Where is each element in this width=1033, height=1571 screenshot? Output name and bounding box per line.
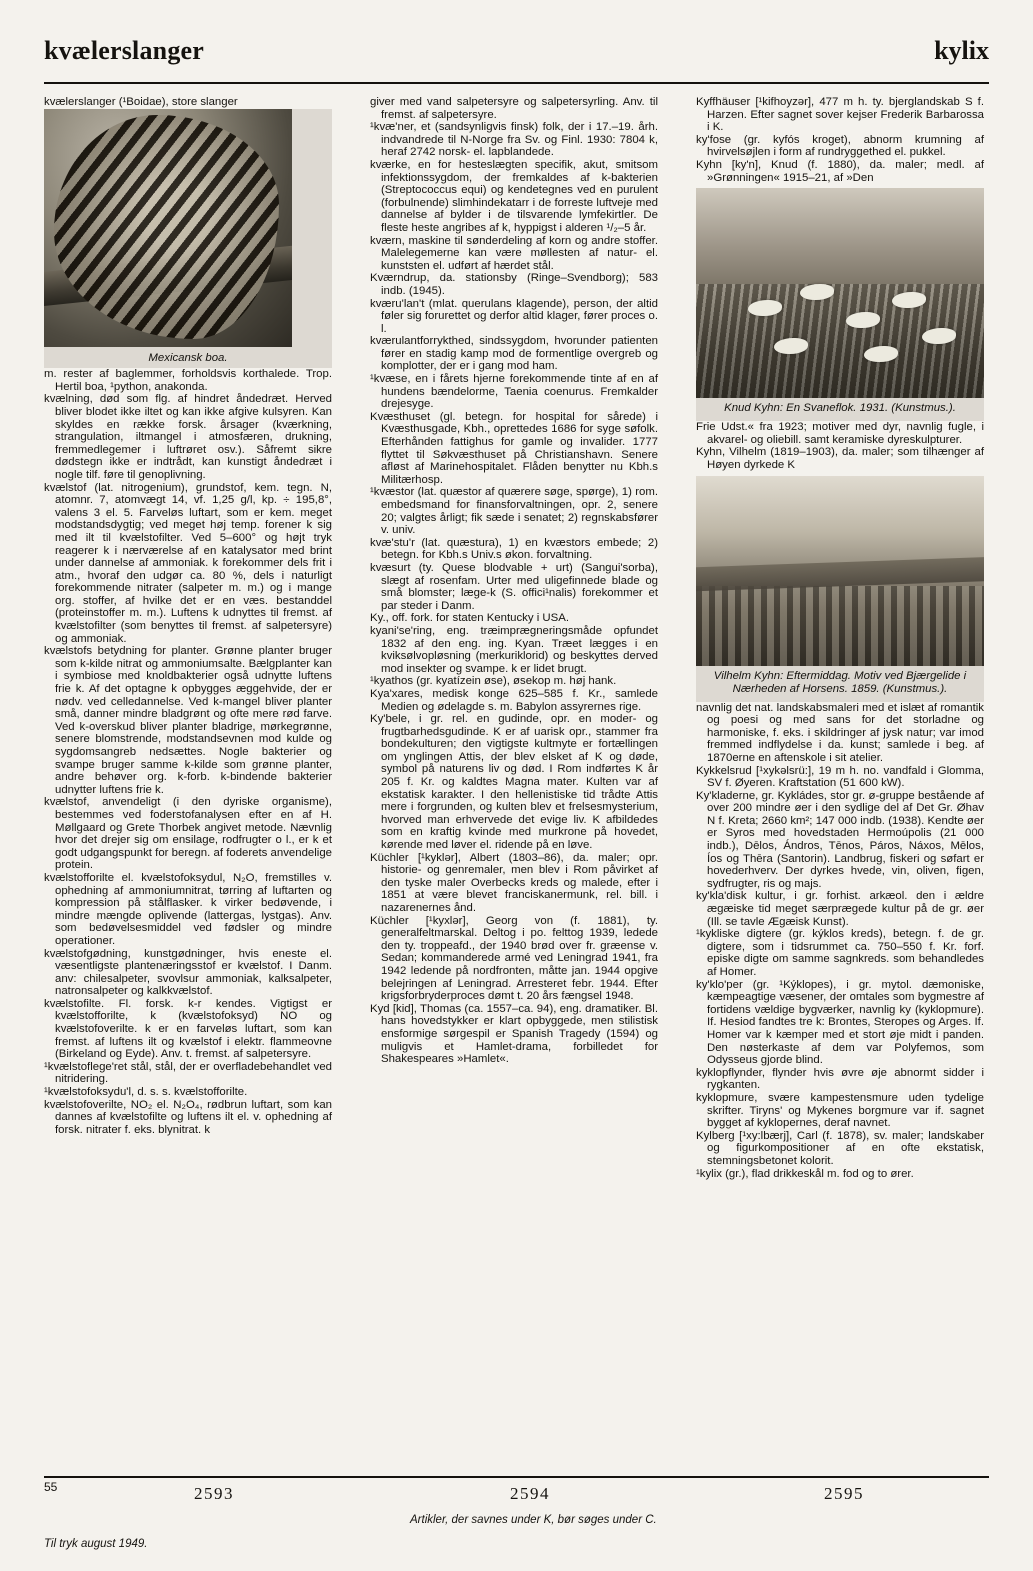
entry: ¹kvæ'ner, et (sandsynligvis finsk) folk, der i 17.–19. årh. indvandrede til N-Norge fra Sv. og Finl. 1930: 7804 k, heraf 2742 norsk- el. lapblandede.	[370, 121, 658, 159]
column-3	[696, 96, 984, 1466]
volume-number: 55	[44, 1480, 58, 1494]
entry: kvælstofforilte el. kvælstofoksydul, N₂O, fremstilles v. ophedning af ammoniumnitrat, tørring af luftarten og kompression på stålflasker. k virker bedøvende, i mindre mængde oplivende (lattergas, lystgas). Anv. som bedøvelsesmiddel ved fødsler og mindre operationer.	[44, 871, 332, 947]
column-1	[44, 96, 332, 1466]
page-header	[44, 36, 989, 84]
entry: kyklopmure, svære kampestensmure uden tydelige skrifter. Tiryns' og Mykenes borgmure var if. sagnet bygget af kyklopernes, deraf navnet.	[696, 1091, 984, 1130]
entry: kvæ'stu'r (lat. quæstura), 1) en kvæstors embede; 2) betegn. for Kbh.s Univ.s økon. forvaltning.	[370, 536, 658, 562]
entry: giver med vand salpetersyre og salpetersyrling. Anv. til fremst. af salpetersyre.	[370, 96, 658, 121]
swan-shape	[864, 346, 898, 362]
entry: kyklopflynder, flynder hvis øvre øje abnormt sidder i rygkanten.	[696, 1066, 984, 1092]
page-number-center: 2594	[510, 1484, 550, 1503]
entry: Kværndrup, da. stationsby (Ringe–Svendborg); 583 indb. (1945).	[370, 272, 658, 297]
columns-container	[44, 96, 991, 1466]
entry: ky'klo'per (gr. ¹Kýklopes), i gr. mytol. dæmoniske, kæmpeagtige væsener, der omtales som bygmestre af fortidens vældige bygværker, navnlig ky (kyklopmure). If. Hesiod fandtes tre k: Brontes, Steropes og Arges. If. Homer var k kæmper med et stort øje midt i panden. Den nøsterkaste af dem var Polyfemos, som Odysseus gjorde blind.	[696, 978, 984, 1067]
entry: Ky'bele, i gr. rel. en gudinde, opr. en moder- og frugtbarhedsgudinde. K er af uarisk opr., stammer fra bondekulturen; den vigtigste kultmyte er fortællingen om ynglingen Attis, der blev elsket af K og døde, symbol på naturens liv og død. I Rom indførtes K år 205 f. Kr. og kaldtes Magna mater. Kulten var af ekstatisk karakter. I den hellenistiske tid trådte Attis mere i forgrunden, og kulten blev et frelsesmysterium, hvorved man erhvervede det evige liv. K afbildedes som en kraftig kvinde med murkrone på hovedet, kørende med løver el. ridende på en løve.	[370, 713, 658, 852]
swan-shape	[774, 338, 808, 354]
running-head-right: kylix	[934, 36, 989, 65]
figure-caption: Mexicansk boa.	[148, 351, 228, 364]
page-footer	[44, 1476, 989, 1548]
entry: kvælning, død som flg. af hindret åndedræt. Herved bliver blodet ikke iltet og kan ikke afgive kulsyren. Kan skyldes en række forsk. årsager (kværkning, strangulation, iltmangel i atmosfæren, drukning, fremmedlegemer i luftrøret osv.). Såfremt sikre dødstegn ikke er indtrådt, kan kunstigt åndedræt i nogle tilf. føre til genoplivning.	[44, 393, 332, 481]
entry: Kya'xares, medisk konge 625–585 f. Kr., samlede Medien og ødelagde s. m. Babylon assyrernes rige.	[370, 687, 658, 713]
swan-shape	[748, 300, 782, 316]
entry: Frie Udst.« fra 1923; motiver med dyr, navnlig fugle, i akvarel- og oliebill. samt keramiske dyreskulpturer.	[696, 421, 984, 446]
entry: kværke, en for hesteslægten specifik, akut, smitsom infektionssygdom, der fremkaldes af k-bakterien (Streptococcus equi) og kendetegnes ved en purulent (forbulnende) slimhindekatarr i de forreste luftveje med dannelse af bylder i de tilsvarende lymfekirtler. De fleste heste angribes af k, hyppigst i alderen ¹/₂–5 år.	[370, 158, 658, 234]
entry: ky'kla'disk kultur, i gr. forhist. arkæol. den i ældre ægæiske tid meget særprægede kultur på de gr. øer (Ill. se tavle Ægæisk Kunst).	[696, 890, 984, 928]
entry: ¹kvælstoflege'ret stål, stål, der er overfladebehandlet ved nitridering.	[44, 1060, 332, 1086]
entry: kvælstof, anvendeligt (i den dyriske organisme), bestemmes ved foderstofanalysen efter en af H. Møllgaard og Grete Thorbek angivet metode. Nævnlig hvor det drejer sig om ensilage, rodfrugter o l., er k et godt udgangspunkt for beregn. af foderets anvendelige protein.	[44, 796, 332, 872]
boa-photo	[44, 109, 292, 347]
entry: kvælstofs betydning for planter. Grønne planter bruger som k-kilde nitrat og ammoniumsalte. Bælgplanter kan i symbiose med knoldbakterier også udnytte luftens frie k. Af det optagne k opbygges æggehvide, der er nødv. ved celledannelse. Ved k-mangel bliver planter små, danner mindre bladgrønt og ofte mere rød farve. Ved k-overskud bliver planter bladrige, mørkegrønne, senere blomstrende, modstandsevnen mod kulde og sygdomsangreb nedsættes. Nogle bakterier og svampe bruger samme k-kilde som grønne planter, andre behøver org. k-forb. k-bindende bakterier udnytter luftens frie k.	[44, 645, 332, 796]
entry: kyani'se'ring, eng. træimprægneringsmåde opfundet 1832 af den eng. ing. Kyan. Træet lægges i en kviksølvopløsning (merkuriklorid) og beskyttes derved mod insekter og svampe. k er lidet brugt.	[370, 624, 658, 675]
figure-knud-kyhn	[696, 188, 984, 421]
entry: ky'fose (gr. kyfós kroget), abnorm krumning af hvirvelsøjlen i form af rundryggethed el. pukkel.	[696, 133, 984, 159]
entry: kværulantforrykthed, sindssygdom, hvorunder patienten fører en stadig kamp mod de formentlige overgreb og komplotter, der er i gang mod ham.	[370, 335, 658, 373]
entry: Kykkelsrud [¹xykəlsrü:], 19 m h. no. vandfald i Glomma, SV f. Øyeren. Kraftstation (51 600 kW).	[696, 764, 984, 790]
figure-mexicansk-boa	[44, 109, 332, 369]
entry: ¹kvælstofoksydu'l, d. s. s. kvælstofforilte.	[44, 1086, 248, 1099]
swan-shape	[800, 284, 834, 300]
entry: kværn, maskine til sønderdeling af korn og andre stoffer. Malelegemerne kan være møllesten af natur- el. kunststen el. udført af hærdet stål.	[370, 234, 658, 272]
entry: ¹kvæstor (lat. quæstor af quærere søge, spørge), 1) rom. embedsmand for finansforvaltningen, opr. 2, senere 20; valgtes årligt; fik sæde i senatet; 2) regnskabsfører v. univ.	[370, 486, 658, 537]
entry: Kyffhäuser [¹kifhoyzər], 477 m h. ty. bjerglandskab S f. Harzen. Efter sagnet sover kejser Frederik Barbarossa i K.	[696, 96, 984, 134]
swan-shape	[846, 312, 880, 328]
entry: m. rester af baglemmer, forholdsvis korthalede. Trop. Hertil boa, ¹python, anakonda.	[44, 368, 332, 393]
entry: Ky., off. fork. for staten Kentucky i USA.	[370, 612, 569, 625]
entry: ¹kvæse, en i fårets hjerne forekommende tinte af en af hundens bændelorme, Taenia coenurus. Fremkalder drejesyge.	[370, 373, 658, 411]
eftermiddag-photo	[696, 476, 984, 666]
entry: Küchler [¹kyxlər], Georg von (f. 1881), ty. generalfeltmarskal. Deltog i po. felttog 1939, ledede den ty. troppeafd., der 1940 brød over fr. græense v. Sedan; kommanderede armé ved Leningrad 1941, fra 1942 ledende på nordfronten, måtte jan. 1944 opgive belejringen af Leningrad. Arresteret febr. 1944. Efter krigsforbryderproces dømt t. 20 års fængsel 1948.	[370, 914, 658, 1003]
entry: kvælstofoverilte, NO₂ el. N₂O₄, rødbrun luftart, som kan dannes af kvælstofilte og luftens ilt el. v. ophedning af forsk. nitrater f. eks. blynitrat. k	[44, 1098, 332, 1136]
entry: ¹kykliske digtere (gr. kýklos kreds), betegn. f. de gr. digtere, som i tidsrummet ca. 750–550 f. Kr. forf. episke digte om samme sagnkreds. som behandledes af Homer.	[696, 928, 984, 978]
entry: kvælerslanger (¹Boidae), store slanger	[44, 96, 238, 108]
column-2	[370, 96, 658, 1466]
svaneflok-photo	[696, 188, 984, 398]
swan-shape	[922, 328, 956, 344]
running-head-left: kvælerslanger	[44, 36, 205, 65]
print-date: Til tryk august 1949.	[44, 1538, 148, 1550]
entry: ¹kylix (gr.), flad drikkeskål m. fod og to ører.	[696, 1167, 914, 1180]
figure-caption: Vilhelm Kyhn: Eftermiddag. Motiv ved Bjærgelide i Nærheden af Horsens. 1859. (Kunstmus.).	[713, 669, 967, 695]
entry: kværu'lan't (mlat. querulans klagende), person, der altid føler sig forurettet og derfor altid klager, fører proces o. l.	[370, 297, 658, 335]
entry: Kvæsthuset (gl. betegn. for hospital for sårede) i Kvæsthusgade, Kbh., oprettedes 1686 for syge søfolk. Efterhånden fattighus for gamle og invalider. 1777 flyttet til Søkvæsthuset på Christianshavn. Senere afløst af Marinehospitalet. Flåden benytter nu Kbh.s Militærhosp.	[370, 410, 658, 486]
entry: Kyd [kid], Thomas (ca. 1557–ca. 94), eng. dramatiker. Bl. hans hovedstykker er klart opbyggede, men stilistisk ensformige sørgespil er Spanish Tragedy (1594) og muligvis et Hamlet-drama, forbilledet for Shakespeares »Hamlet«.	[370, 1002, 658, 1066]
page-number-left: 2593	[194, 1484, 234, 1503]
page-number-right: 2595	[824, 1484, 864, 1503]
entry: navnlig det nat. landskabsmaleri med et islæt af romantik og poesi og med sans for det storladne og harmoniske, f. eks. i skildringer af jysk natur; var imod fremmed indflydelse i da. kunst; samlede i beg. af 1870erne en aftenskole i sit atelier.	[696, 701, 984, 764]
entry: Kylberg [¹xy:lbærj], Carl (f. 1878), sv. maler; landskaber og figurkompositioner af en ofte ekstatisk, stemningsbetonet kolorit.	[696, 1129, 984, 1167]
entry: ¹kyathos (gr. kyatízein øse), øsekop m. høj hank.	[370, 675, 617, 688]
figure-caption: Knud Kyhn: En Svaneflok. 1931. (Kunstmus.).	[724, 402, 956, 415]
footer-note: Artikler, der savnes under K, bør søges under C.	[410, 1514, 657, 1526]
snake-shape	[54, 115, 279, 339]
entry: Ky'kladerne, gr. Kykládes, stor gr. ø-gruppe bestående af over 200 mindre øer i den sydlige del af Det Gr. Øhav N f. Kreta; 2660 km²; 147 000 indb. (1938). Kendte øer er Syros med hovedstaden Hermoúpolis (21 000 indb.), Dēlos, Ándros, Tēnos, Páros, Náxos, Mēlos, Íos og Thēra (Santorin). Landbrug, fiskeri og søfart er hovederhverv. Der dyrkes hvede, vin, oliven, figen, sydfrugter, ris og majs.	[696, 789, 984, 890]
swan-shape	[892, 292, 926, 308]
entry: kvælstofgødning, kunstgødninger, hvis eneste el. væsentligste plantenæringsstof er kvælstof. I Danm. anv: chilesalpeter, svovlsur ammoniak, kalksalpeter, natronsalpeter og kalkkvælstof.	[44, 947, 332, 998]
entry: Kyhn, Vilhelm (1819–1903), da. maler; som tilhænger af Høyen dyrkede K	[696, 446, 984, 471]
entry: Küchler [¹kyklər], Albert (1803–86), da. maler; opr. historie- og genremaler, men blev i Rom påvirket af den tyske maler Overbecks kreds og malede, efter i 1851 at være blevet franciskanermunk, rel. bill. i nazarenernes ånd.	[370, 851, 658, 914]
figure-vilhelm-kyhn	[696, 476, 984, 702]
entry: kvælstof (lat. nitrogenium), grundstof, kem. tegn. N, atomnr. 7, atomvægt 14, vf. 1,25 g/l, kp. ÷ 195,8°, valens 3 el. 5. Farveløs luftart, som er kem. meget modstandsdygtig; ved meget høj temp. forener k sig med ilt til kvælstofilter. Ved 5–600° og højt tryk reagerer k i nærværelse af en katalysator med brint under dannelse af ammoniak. k forekommer dels frit i atm., hvoraf den udgør ca. 80 %, dels i naturligt forekommende nitrater (salpeter m. m.) og i mange org. stoffer, af hvilke det er en væs. bestanddel (proteinstoffer m. m.). Luftens k udnyttes til fremst. af kvælstofilter (som benyttes til fremst. af salpetersyre) og ammoniak.	[44, 481, 332, 645]
entry: Kyhn [ky'n], Knud (f. 1880), da. maler; medl. af »Grønningen« 1915–21, af »Den	[696, 158, 984, 184]
entry: kvæsurt (ty. Quese blodvable + urt) (Sangui'sorba), slægt af rosenfam. Urter med uligefinnede blade og små blomster; læge-k (S. offici¹nalis) forekommer et par steder i Danm.	[370, 561, 658, 612]
entry: kvælstofilte. Fl. forsk. k-r kendes. Vigtigst er kvælstofforilte, k (kvælstofoksyd) NO og kvælstofoverilte. k er en farveløs luftart, som kan fremst. af luftens ilt og kvælstof i elektr. flammeovne (Birkeland og Eyde). Anv. t. fremst. af salpetersyre.	[44, 997, 332, 1061]
